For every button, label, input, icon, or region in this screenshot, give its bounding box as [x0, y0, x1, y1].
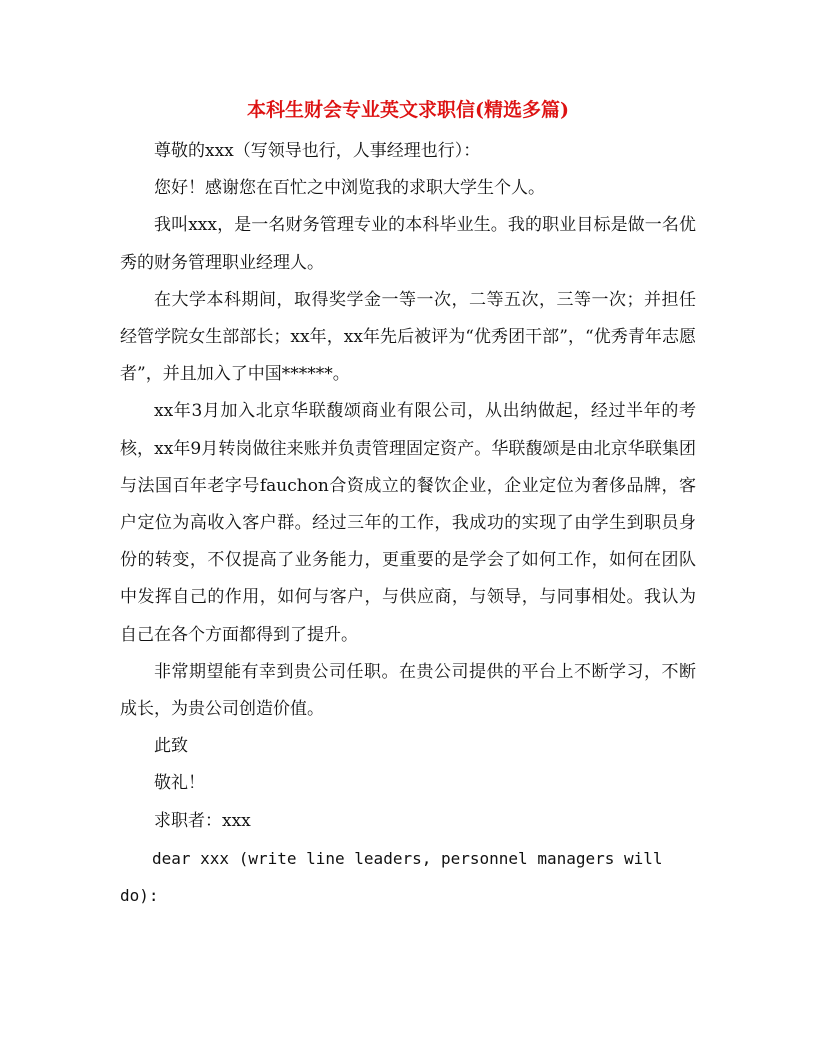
english-salutation: dear xxx (write line leaders, personnel managers will do):	[120, 848, 663, 906]
signature-line: 求职者：xxx	[154, 810, 251, 831]
closing-paragraph: 非常期望能有幸到贵公司任职。在贵公司提供的平台上不断学习，不断成长，为贵公司创造价值。	[120, 661, 696, 720]
university-paragraph: 在大学本科期间，取得奖学金一等一次，二等五次，三等一次；并担任经管学院女生部部长；xx年，xx年先后被评为“优秀团干部”，“优秀青年志愿者”，并且加入了中国******。	[120, 289, 696, 385]
work-experience-paragraph: xx年3月加入北京华联馥颂商业有限公司，从出纳做起，经过半年的考核，xx年9月转岗做往来账并负责管理固定资产。华联馥颂是由北京华联集团与法国百年老字号fauchon合资成立的餐饮企业，企业定位为奢侈品牌，客户定位为高收入客户群。经过三年的工作，我成功的实现了由学生到职员身份的转变，不仅提高了业务能力，更重要的是学会了如何工作，如何在团队中发挥自己的作用，如何与客户，与供应商，与领导，与同事相处。我认为自己在各个方面都得到了提升。	[120, 401, 696, 645]
introduction-paragraph: 我叫xxx，是一名财务管理专业的本科毕业生。我的职业目标是做一名优秀的财务管理职业经理人。	[120, 215, 696, 273]
greeting-paragraph: 您好！感谢您在百忙之中浏览我的求职大学生个人。	[154, 178, 545, 199]
regards-line: 此致	[154, 736, 188, 757]
document-title: 本科生财会专业英文求职信(精选多篇)	[247, 99, 569, 121]
salutation: 尊敬的xxx（写领导也行，人事经理也行）：	[154, 141, 481, 161]
salute-line: 敬礼！	[154, 773, 205, 794]
letter-body	[120, 133, 696, 914]
